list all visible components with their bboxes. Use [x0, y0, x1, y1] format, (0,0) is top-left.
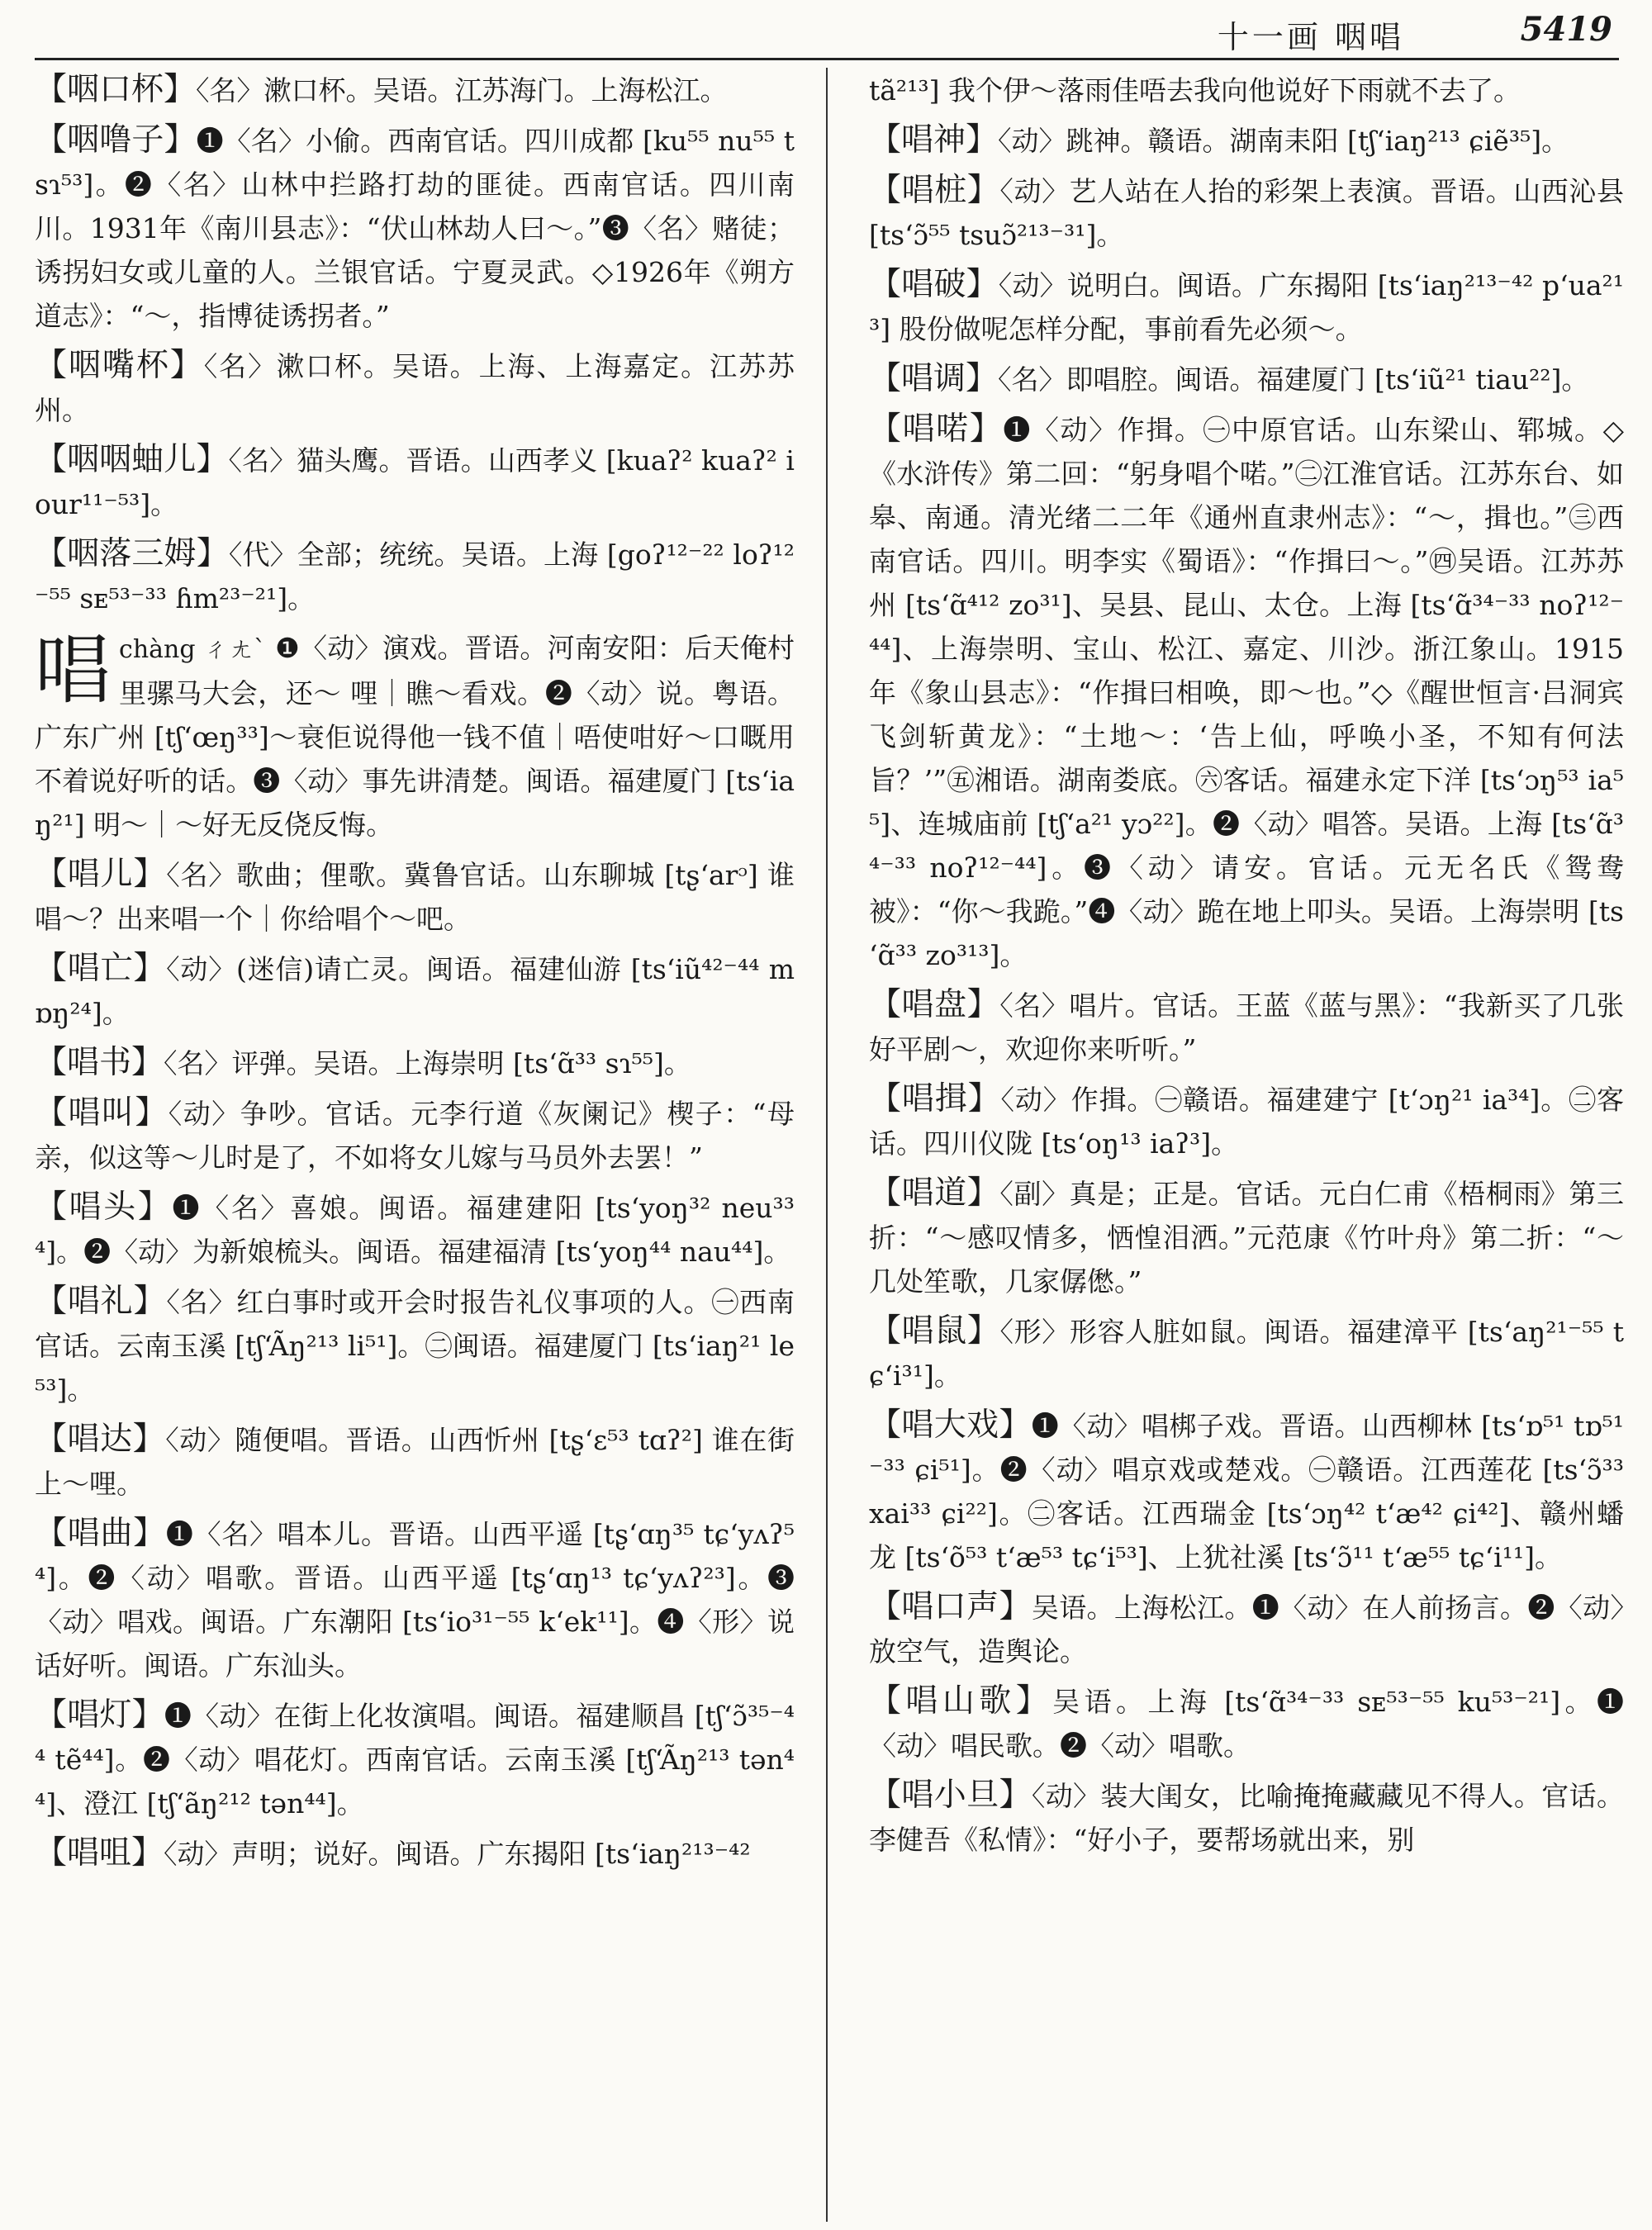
dictionary-entry — [869, 68, 1624, 112]
main-entry-pinyin: chàng ㄔㄤˋ — [119, 635, 267, 664]
entry-headword: 【唱桩】 — [869, 172, 1000, 209]
entry-definition: 〈代〉全部；统统。吴语。上海 [goʔ¹²⁻²² loʔ¹²⁻⁵⁵ sᴇ⁵³⁻³³ ɦm²³⁻²¹]。 — [35, 539, 795, 614]
entry-headword: 【唱破】 — [869, 266, 999, 303]
dictionary-entry — [35, 532, 795, 620]
entry-definition: 〈名〉歌曲；俚歌。冀鲁官话。山东聊城 [tʂʻarᵓ] 谁唱～？出来唱一个｜你给唱个～吧。 — [35, 859, 795, 935]
entry-headword: 【唱口声】 — [869, 1588, 1032, 1625]
dictionary-entry — [869, 1679, 1624, 1767]
right-column — [869, 68, 1624, 2222]
page-number: 5419 — [1520, 10, 1612, 49]
entry-definition: ❶〈名〉小偷。西南官话。四川成都 [ku⁵⁵ nu⁵⁵ tsɿ⁵³]。❷〈名〉山林中拦路打劫的匪徒。西南官话。四川南川。1931年《南川县志》：“伏山林劫人曰～。”❸〈名〉赌徒；诱拐妇女或儿童的人。兰银官话。宁夏灵武。◇1926年《朔方道志》：“～，指博徒诱拐者。” — [35, 125, 795, 332]
entry-headword: 【唱鼠】 — [869, 1312, 1000, 1350]
dictionary-entry — [869, 1585, 1624, 1673]
entry-headword: 【唱礼】 — [35, 1283, 167, 1320]
dictionary-entry — [35, 1831, 795, 1876]
entry-headword: 【唱神】 — [869, 121, 999, 159]
entry-definition: 〈名〉漱口杯。吴语。上海、上海嘉定。江苏苏州。 — [35, 350, 795, 426]
dictionary-entry — [869, 1309, 1624, 1397]
dictionary-entry — [869, 1077, 1624, 1165]
dictionary-entry — [35, 852, 795, 941]
entry-definition: 〈动〉争吵。官话。元李行道《灰阑记》楔子：“母亲，似这等～儿时是了，不如将女儿嫁与马员外去罢！” — [35, 1098, 795, 1174]
dictionary-entry — [869, 1773, 1624, 1862]
main-entry-text: ❶〈动〉演戏。晋语。河南安阳：后天俺村里骡马大会，还～ 哩｜瞧～看戏。❷〈动〉说。粤语。广东广州 [tʃʻœŋ³³]～衰佢说得他一钱不值｜唔使咁好～口嘅用不着说好听的话。❸〈动〉事先讲清楚。闽语。福建厦门 [tsʻiaŋ²¹] 明～｜～好无反侥反悔。 — [35, 632, 795, 841]
entry-headword: 【唱书】 — [35, 1044, 164, 1081]
entry-headword: 【唱儿】 — [35, 856, 167, 893]
entry-headword: 【唱亡】 — [35, 950, 167, 987]
header-rule — [35, 58, 1619, 60]
entry-definition: 〈动〉说明白。闽语。广东揭阳 [tsʻiaŋ²¹³⁻⁴² pʻua²¹³] 股份做呢怎样分配，事前看先必须～。 — [869, 269, 1624, 345]
entry-headword: 【唱灯】 — [35, 1696, 164, 1734]
entry-definition: 〈名〉即唱腔。闽语。福建厦门 [tsʻiũ²¹ tiau²²]。 — [998, 363, 1589, 396]
entry-headword: 【唱盘】 — [869, 986, 1000, 1023]
dictionary-entry — [35, 344, 795, 432]
dictionary-entry — [35, 1091, 795, 1179]
dictionary-entry — [869, 1171, 1624, 1303]
entry-headword: 【唱揖】 — [869, 1080, 1001, 1117]
dictionary-entry — [35, 1185, 795, 1274]
dictionary-entry — [869, 983, 1624, 1071]
dictionary-entry — [35, 1511, 795, 1687]
entry-headword: 【咽嘴杯】 — [35, 347, 204, 384]
entry-headword: 【咽噜子】 — [35, 121, 197, 159]
entry-headword: 【唱小旦】 — [869, 1777, 1032, 1814]
entry-headword: 【唱道】 — [869, 1174, 1000, 1212]
dictionary-entry — [35, 68, 795, 112]
dictionary-entry — [35, 1693, 795, 1825]
main-entry-chang — [35, 626, 795, 847]
dictionary-entry — [35, 438, 795, 526]
entry-headword: 【唱调】 — [869, 360, 999, 397]
dictionary-entry — [35, 947, 795, 1035]
entry-headword: 【唱头】 — [35, 1189, 173, 1226]
dictionary-entry — [869, 407, 1624, 977]
dictionary-entry — [869, 1403, 1624, 1579]
left-column — [35, 68, 795, 2222]
entry-definition: 〈动〉声明；说好。闽语。广东揭阳 [tsʻiaŋ²¹³⁻⁴² — [164, 1838, 751, 1870]
dictionary-entry — [35, 1041, 795, 1085]
entry-headword: 【唱大戏】 — [869, 1407, 1032, 1444]
entry-definition: ❶〈动〉作揖。㊀中原官话。山东梁山、郓城。◇《水浒传》第二回：“躬身唱个喏。”㊁江淮官话。江苏东台、如皋、南通。清光绪二二年《通州直隶州志》：“～，揖也。”㊂西南官话。四川。明李实《蜀语》：“作揖曰～。”㊃吴语。江苏苏州 [tsʻɑ̃⁴¹² zo³¹]、吴县、昆山、太仓。上海 [tsʻɑ̃³⁴⁻³³ noʔ¹²⁻⁴⁴]、上海崇明、宝山、松江、嘉定、川沙。浙江象山。1915年《象山县志》：“作揖曰相唤，即～也。”◇《醒世恒言·吕洞宾飞剑斩黄龙》：“土地～：‘告上仙，呼唤小圣，不知有何法旨？’”㊄湘语。湖南娄底。㊅客话。福建永定下洋 [tsʻɔŋ⁵³ ia⁵⁵]、连城庙前 [tʃʻa²¹ yɔ²²]。❷〈动〉唱答。吴语。上海 [tsʻɑ̃³⁴⁻³³ noʔ¹²⁻⁴⁴]。❸〈动〉请安。官话。元无名氏《鸳鸯被》：“你～我跪。”❹〈动〉跪在地上叩头。吴语。上海崇明 [tsʻɑ̃³³ zo³¹³]。 — [869, 414, 1624, 971]
dictionary-entry — [35, 1279, 795, 1412]
entry-definition: 〈动〉艺人站在人抬的彩架上表演。晋语。山西沁县 [tsʻɔ̃⁵⁵ tsuɔ̃²¹³⁻³¹]。 — [869, 175, 1624, 251]
entry-definition: tã²¹³] 我个伊～落雨佳唔去我向他说好下雨就不去了。 — [869, 74, 1521, 107]
entry-definition: 吴语。上海松江。❶〈动〉在人前扬言。❷〈动〉放空气，造舆论。 — [869, 1592, 1624, 1668]
entry-headword: 【唱山歌】 — [869, 1682, 1053, 1720]
entry-definition: 〈名〉唱片。官话。王蓝《蓝与黑》：“我新买了几张好平剧～，欢迎你来听听。” — [869, 989, 1624, 1065]
entry-headword: 【咽落三姆】 — [35, 535, 229, 572]
entry-definition: ❶〈名〉喜娘。闽语。福建建阳 [tsʻyoŋ³² neu³³⁴]。❷〈动〉为新娘梳头。闽语。福建福清 [tsʻyoŋ⁴⁴ nau⁴⁴]。 — [35, 1192, 795, 1268]
entry-headword: 【咽咽蚰儿】 — [35, 441, 229, 478]
entry-definition: 〈动〉作揖。㊀赣语。福建建宁 [tʻɔŋ²¹ ia³⁴]。㊁客话。四川仪陇 [tsʻoŋ¹³ iaʔ³]。 — [869, 1084, 1624, 1160]
page-header — [0, 0, 1652, 59]
dictionary-entry — [869, 168, 1624, 257]
entry-definition: 〈动〉装大闺女，比喻掩掩藏藏见不得人。官话。李健吾《私情》：“好小子，要帮场就出来，别 — [869, 1780, 1624, 1856]
entry-definition: 〈名〉漱口杯。吴语。江苏海门。上海松江。 — [196, 74, 728, 107]
entry-definition: 吴语。上海 [tsʻɑ̃³⁴⁻³³ sᴇ⁵³⁻⁵⁵ ku⁵³⁻²¹]。❶〈动〉唱民歌。❷〈动〉唱歌。 — [869, 1686, 1624, 1762]
entry-definition: 〈名〉红白事时或开会时报告礼仪事项的人。㊀西南官话。云南玉溪 [tʃʻÃŋ²¹³ li⁵¹]。㊁闽语。福建厦门 [tsʻiaŋ²¹ le⁵³]。 — [35, 1286, 795, 1406]
dictionary-entry — [869, 357, 1624, 401]
column-divider — [826, 68, 828, 2222]
dictionary-entry — [35, 1417, 795, 1506]
entry-definition: 〈形〉形容人脏如鼠。闽语。福建漳平 [tsʻaŋ²¹⁻⁵⁵ tɕʻi³¹]。 — [869, 1316, 1624, 1392]
entry-headword: 【唱叫】 — [35, 1094, 169, 1132]
entry-definition: 〈名〉猫头鹰。晋语。山西孝义 [kuaʔ² kuaʔ² iour¹¹⁻⁵³]。 — [35, 444, 795, 520]
section-label: 十一画 咽唱 — [1217, 19, 1404, 55]
entry-headword: 【唱喏】 — [869, 410, 1004, 448]
entry-headword: 【唱曲】 — [35, 1515, 166, 1552]
entry-definition: ❶〈动〉在街上化妆演唱。闽语。福建顺昌 [tʃʻɔ̃³⁵⁻⁴⁴ tẽ⁴⁴]。❷〈动〉唱花灯。西南官话。云南玉溪 [tʃʻÃŋ²¹³ tən⁴⁴]、澄江 [tʃʻãŋ²¹² tən⁴⁴]。 — [35, 1700, 795, 1820]
dictionary-entry — [869, 263, 1624, 351]
entry-definition: 〈动〉随便唱。晋语。山西忻州 [tʂʻɛ⁵³ tɑʔ²] 谁在街上～哩。 — [35, 1424, 795, 1500]
main-entry-char: 唱 — [35, 626, 112, 714]
entry-definition: ❶〈名〉唱本儿。晋语。山西平遥 [tʂʻɑŋ³⁵ tɕʻyʌʔ⁵⁴]。❷〈动〉唱歌。晋语。山西平遥 [tʂʻɑŋ¹³ tɕʻyʌʔ²³]。❸〈动〉唱戏。闽语。广东潮阳 [tsʻio³¹⁻⁵⁵ kʻek¹¹]。❹〈形〉说话好听。闽语。广东汕头。 — [35, 1518, 795, 1682]
entry-definition: 〈动〉(迷信)请亡灵。闽语。福建仙游 [tsʻiũ⁴²⁻⁴⁴ mɒŋ²⁴]。 — [35, 953, 795, 1029]
entry-definition: ❶〈动〉唱梆子戏。晋语。山西柳林 [tsʻɒ⁵¹ tɒ⁵¹⁻³³ ɕi⁵¹]。❷〈动〉唱京戏或楚戏。㊀赣语。江西莲花 [tsʻɔ̃³³ xai³³ ɕi²²]。㊁客话。江西瑞金 [tsʻɔŋ⁴² tʻæ⁴² ɕi⁴²]、赣州蟠龙 [tsʻõ⁵³ tʻæ⁵³ tɕʻi⁵³]、上犹社溪 [tsʻɔ̃¹¹ tʻæ⁵⁵ tɕʻi¹¹]。 — [869, 1410, 1624, 1573]
entry-definition: 〈动〉跳神。赣语。湖南耒阳 [tʃʻiaŋ²¹³ ɕiẽ³⁵]。 — [998, 125, 1569, 157]
entry-headword: 【唱达】 — [35, 1421, 166, 1458]
entry-headword: 【唱咀】 — [35, 1834, 164, 1872]
dictionary-entry — [869, 118, 1624, 163]
entry-headword: 【咽口杯】 — [35, 71, 197, 108]
entry-definition: 〈名〉评弹。吴语。上海崇明 [tsʻɑ̃³³ sɿ⁵⁵]。 — [164, 1047, 691, 1079]
entry-definition: 〈副〉真是；正是。官话。元白仁甫《梧桐雨》第三折：“～感叹情多，恓惶泪洒。”元范康《竹叶舟》第二折：“～几处笙歌，几家僝僽。” — [869, 1178, 1624, 1298]
dictionary-entry — [35, 118, 795, 338]
